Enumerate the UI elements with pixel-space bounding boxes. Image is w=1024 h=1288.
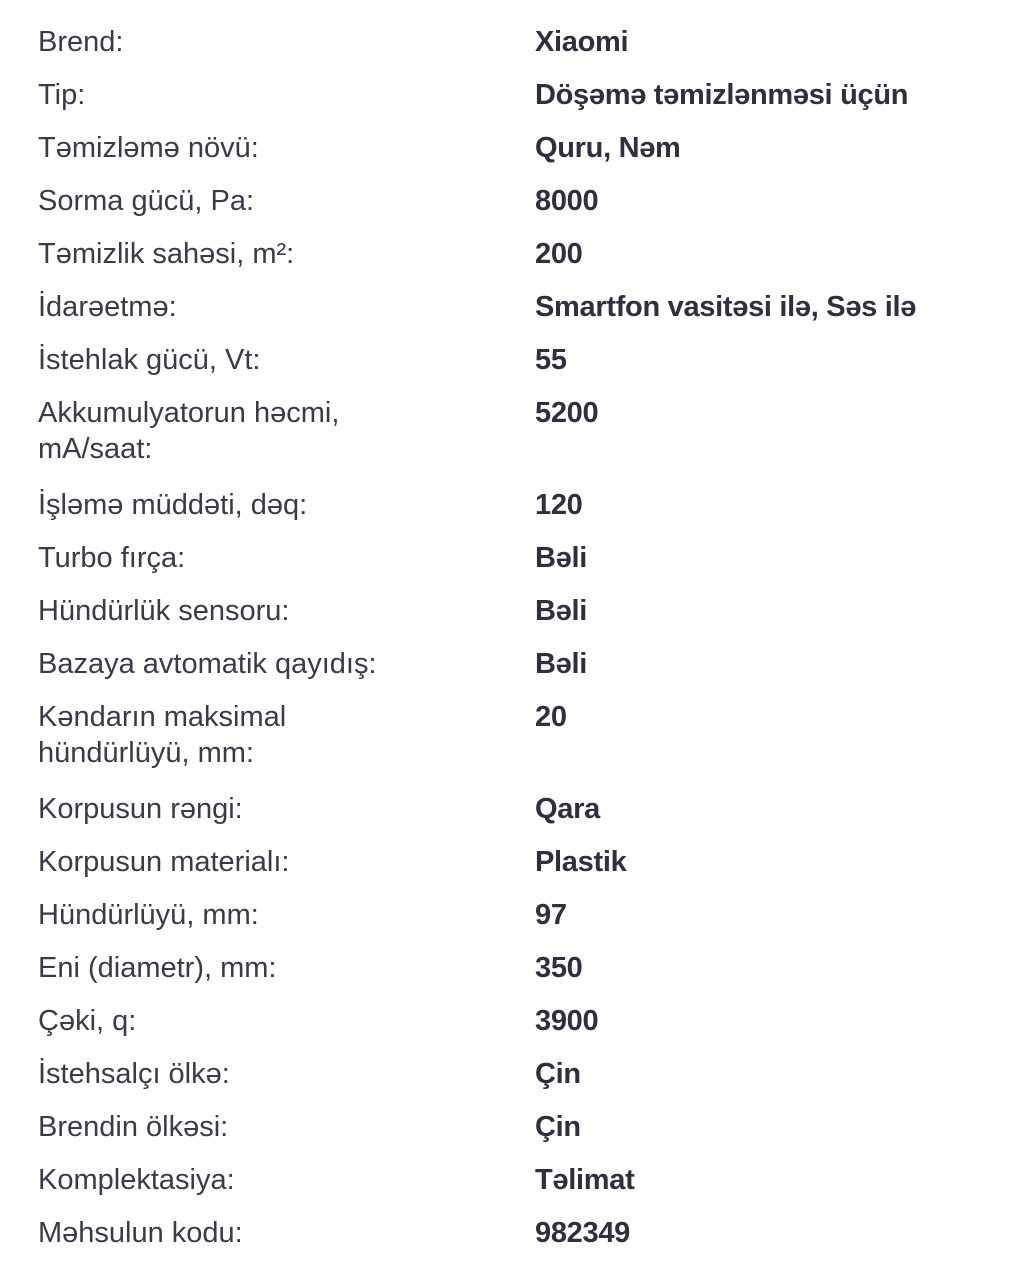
spec-value: Bəli — [535, 648, 587, 680]
spec-value: Çin — [535, 1058, 581, 1090]
spec-row-max-threshold — [38, 699, 998, 771]
spec-row-product-code — [38, 1215, 998, 1251]
spec-value: Bəli — [535, 542, 587, 574]
spec-value: 350 — [535, 952, 583, 984]
spec-label: Sorma gücü, Pa: — [38, 185, 254, 217]
spec-label: Turbo fırça: — [38, 542, 186, 574]
spec-value: Qara — [535, 793, 600, 825]
spec-row-body-color — [38, 791, 998, 827]
spec-label: İstehlak gücü, Vt: — [38, 344, 261, 376]
spec-value: 3900 — [535, 1005, 599, 1037]
spec-row-type — [38, 77, 998, 113]
spec-row-cleaning-type — [38, 130, 998, 166]
spec-row-manufacturer-country — [38, 1056, 998, 1092]
spec-label: İstehsalçı ölkə: — [38, 1058, 230, 1090]
spec-value: Döşəmə təmizlənməsi üçün — [535, 79, 909, 111]
spec-value: Təlimat — [535, 1164, 635, 1196]
spec-row-battery-capacity — [38, 395, 998, 467]
spec-row-power-consumption — [38, 342, 998, 378]
spec-row-weight — [38, 1003, 998, 1039]
spec-label: Hündürlüyü, mm: — [38, 899, 259, 931]
spec-row-body-material — [38, 844, 998, 880]
spec-row-package-contents — [38, 1162, 998, 1198]
spec-table — [38, 24, 998, 1268]
spec-value: 8000 — [535, 185, 599, 217]
spec-value: Xiaomi — [535, 26, 629, 58]
spec-value: 97 — [535, 899, 567, 931]
spec-label: Təmizləmə növü: — [38, 132, 259, 164]
spec-row-suction-power — [38, 183, 998, 219]
spec-row-control — [38, 289, 998, 325]
spec-row-height-sensor — [38, 593, 998, 629]
spec-row-height — [38, 897, 998, 933]
spec-value: 982349 — [535, 1217, 630, 1249]
spec-value: 20 — [535, 701, 567, 733]
spec-label: Eni (diametr), mm: — [38, 952, 277, 984]
spec-value: Çin — [535, 1111, 581, 1143]
spec-label: Akkumulyatorun həcmi, mA/saat: — [38, 397, 340, 465]
spec-label: Kəndarın maksimal hündürlüyü, mm: — [38, 701, 287, 769]
spec-label: Korpusun materialı: — [38, 846, 290, 878]
spec-value: 200 — [535, 238, 583, 270]
spec-value: 120 — [535, 489, 583, 521]
spec-value: Smartfon vasitəsi ilə, Səs ilə — [535, 291, 917, 323]
spec-label-wrapper — [38, 395, 535, 467]
spec-label: Hündürlük sensoru: — [38, 595, 290, 627]
spec-label: Çəki, q: — [38, 1005, 137, 1037]
spec-label: Bazaya avtomatik qayıdış: — [38, 648, 377, 680]
spec-row-brand — [38, 24, 998, 60]
spec-label: Brendin ölkəsi: — [38, 1111, 229, 1143]
spec-value: Bəli — [535, 595, 587, 627]
spec-row-runtime — [38, 487, 998, 523]
spec-label: Komplektasiya: — [38, 1164, 235, 1196]
spec-label: Təmizlik sahəsi, m²: — [38, 238, 295, 270]
spec-label: Korpusun rəngi: — [38, 793, 243, 825]
spec-row-width — [38, 950, 998, 986]
spec-row-brand-country — [38, 1109, 998, 1145]
spec-value: Plastik — [535, 846, 627, 878]
spec-value: Quru, Nəm — [535, 132, 681, 164]
spec-row-auto-return — [38, 646, 998, 682]
spec-value: 55 — [535, 344, 567, 376]
spec-row-turbo-brush — [38, 540, 998, 576]
spec-label: Tip: — [38, 79, 86, 111]
spec-label: İşləmə müddəti, dəq: — [38, 489, 308, 521]
spec-label: İdarəetmə: — [38, 291, 177, 323]
spec-value: 5200 — [535, 397, 599, 429]
spec-label-wrapper — [38, 699, 535, 771]
spec-label: Məhsulun kodu: — [38, 1217, 243, 1249]
spec-row-cleaning-area — [38, 236, 998, 272]
spec-label: Brend: — [38, 26, 124, 58]
